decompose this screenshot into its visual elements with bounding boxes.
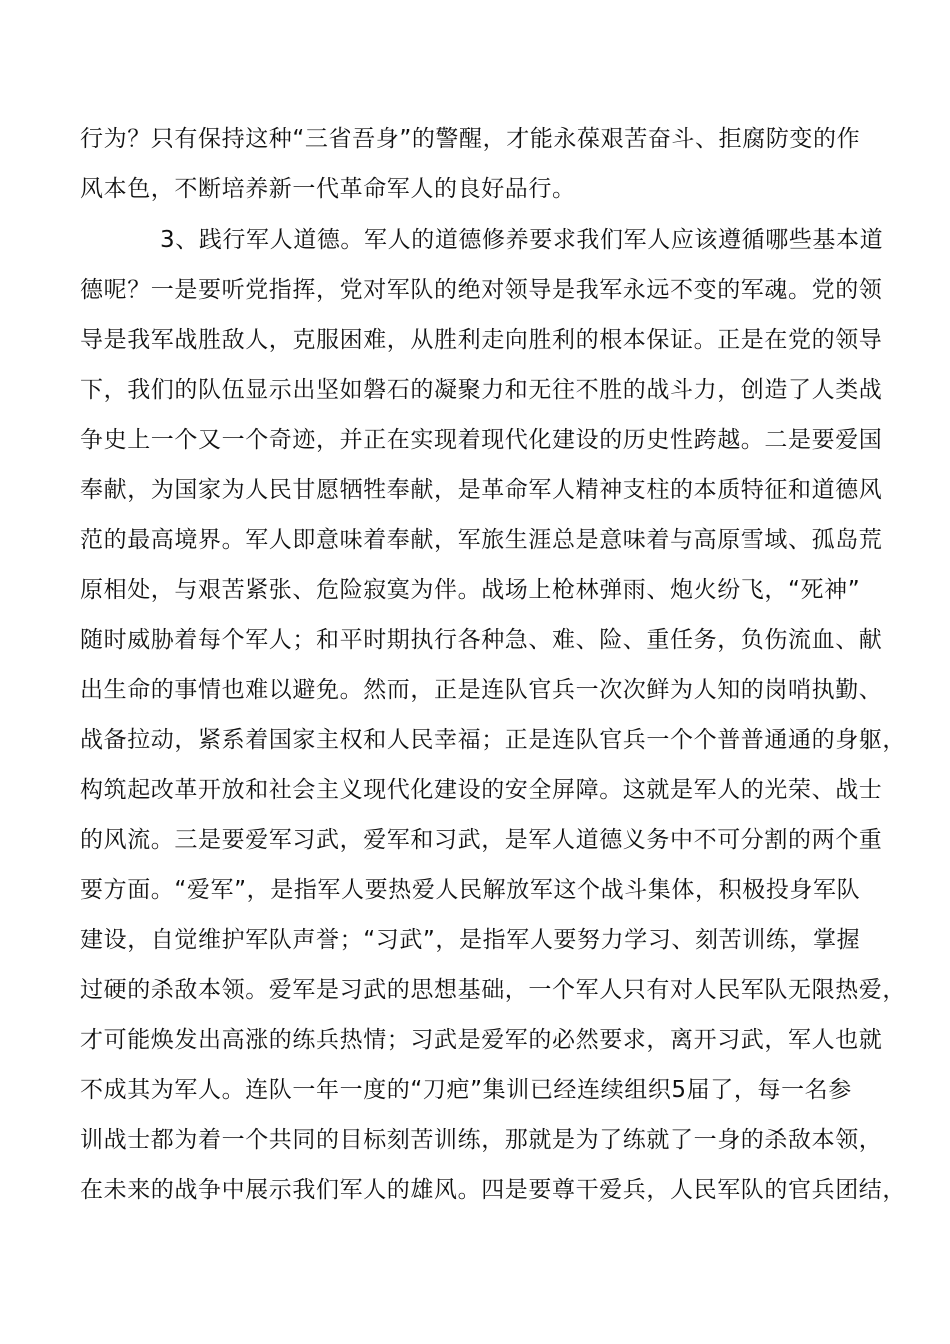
- text-line: 范的最高境界。军人即意味着奉献，军旅生涯总是意味着与高原雪域、孤岛荒: [80, 527, 883, 553]
- text-line: 德呢？一是要听党指挥，党对军队的绝对领导是我军永远不变的军魂。党的领: [80, 277, 883, 303]
- text-line: 才可能焕发出高涨的练兵热情；习武是爱军的必然要求，离开习武，军人也就: [80, 1027, 883, 1053]
- text-line: 要方面。“爱军”，是指军人要热爱人民解放军这个战斗集体，积极投身军队: [80, 877, 861, 903]
- text-line: 在未来的战争中展示我们军人的雄风。四是要尊干爱兵，人民军队的官兵团结，: [80, 1177, 906, 1203]
- text-line: 训战士都为着一个共同的目标刻苦训练，那就是为了练就了一身的杀敌本领，: [80, 1127, 883, 1153]
- text-line: 行为？只有保持这种“三省吾身”的警醒，才能永葆艰苦奋斗、拒腐防变的作: [80, 126, 861, 152]
- text-line: 构筑起改革开放和社会主义现代化建设的安全屏障。这就是军人的光荣、战士: [80, 777, 883, 803]
- text-line: 战备拉动，紧系着国家主权和人民幸福；正是连队官兵一个个普普通通的身躯，: [80, 727, 906, 753]
- text-line: 随时威胁着每个军人；和平时期执行各种急、难、险、重任务，负伤流血、献: [80, 627, 883, 653]
- text-line: 下，我们的队伍显示出坚如磐石的凝聚力和无往不胜的战斗力，创造了人类战: [80, 377, 883, 403]
- text-line: 争史上一个又一个奇迹，并正在实现着现代化建设的历史性跨越。二是要爱国: [80, 427, 883, 453]
- text-line: 出生命的事情也难以避免。然而，正是连队官兵一次次鲜为人知的岗哨执勤、: [80, 677, 883, 703]
- text-line: 的风流。三是要爱军习武，爱军和习武，是军人道德义务中不可分割的两个重: [80, 827, 883, 853]
- text-line: 建设，自觉维护军队声誉；“习武”，是指军人要努力学习、刻苦训练，掌握: [80, 927, 861, 953]
- paragraph-heading-line: 3、践行军人道德。军人的道德修养要求我们军人应该遵循哪些基本道: [160, 227, 884, 253]
- text-line: 风本色，不断培养新一代革命军人的良好品行。: [80, 176, 576, 202]
- text-line: 导是我军战胜敌人，克服困难，从胜利走向胜利的根本保证。正是在党的领导: [80, 327, 883, 353]
- text-line: 过硬的杀敌本领。爱军是习武的思想基础，一个军人只有对人民军队无限热爱，: [80, 977, 906, 1003]
- text-line: 原相处，与艰苦紧张、危险寂寞为伴。战场上枪林弹雨、炮火纷飞，“死神”: [80, 577, 861, 603]
- text-line: 不成其为军人。连队一年一度的“刀疤”集训已经连续组织5届了，每一名参: [80, 1077, 852, 1103]
- text-line: 奉献，为国家为人民甘愿牺牲奉献，是革命军人精神支柱的本质特征和道德风: [80, 477, 883, 503]
